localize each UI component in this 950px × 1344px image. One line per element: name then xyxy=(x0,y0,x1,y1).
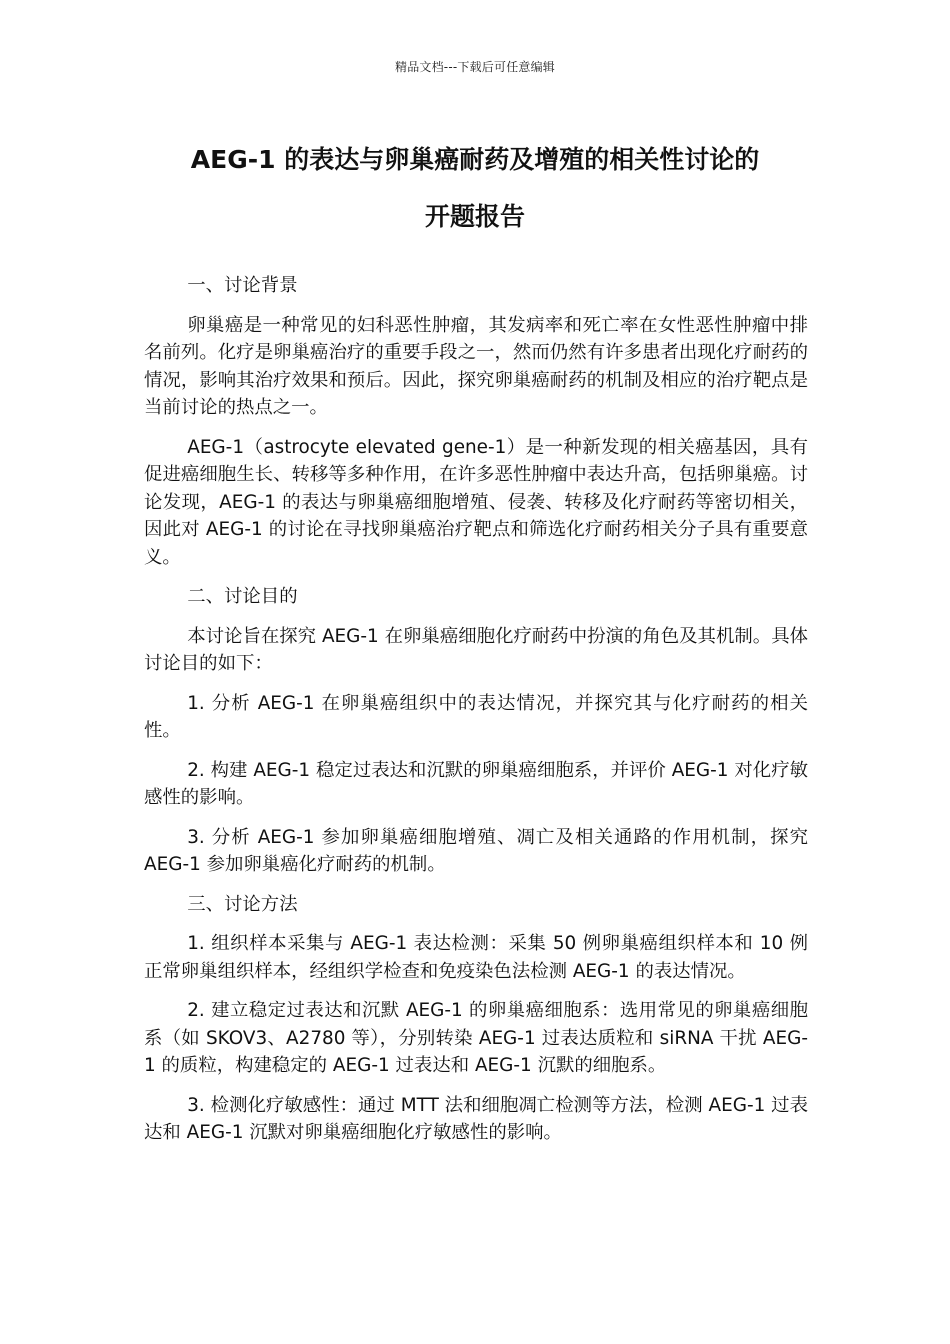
section-heading-methods: 三、讨论方法 xyxy=(187,893,298,915)
background-paragraph-1: 卵巢癌是一种常见的妇科恶性肿瘤，其发病率和死亡率在女性恶性肿瘤中排名前列。化疗是卵巢癌治疗的重要手段之一，然而仍然有许多患者出现化疗耐药的情况，影响其治疗效果和预后。因此，探究卵巢癌耐药的机制及相应的治疗靶点是当前讨论的热点之一。 xyxy=(144,314,808,418)
page-header: 精品文档---下载后可任意编辑 xyxy=(395,60,555,74)
document-body xyxy=(144,272,808,1159)
purpose-item-2: 2. 构建 AEG-1 稳定过表达和沉默的卵巢癌细胞系，并评价 AEG-1 对化疗敏感性的影响。 xyxy=(144,759,808,808)
methods-item-2: 2. 建立稳定过表达和沉默 AEG-1 的卵巢癌细胞系：选用常见的卵巢癌细胞系（如 SKOV3、A2780 等），分别转染 AEG-1 过表达质粒和 siRNA 干扰 AEG-1 的质粒，构建稳定的 AEG-1 过表达和 AEG-1 沉默的细胞系。 xyxy=(144,1000,808,1076)
title-line-2: 开题报告 xyxy=(424,202,525,231)
background-paragraph-2: AEG-1（astrocyte elevated gene-1）是一种新发现的相关癌基因，具有促进癌细胞生长、转移等多种作用，在许多恶性肿瘤中表达升高，包括卵巢癌。讨论发现，AEG-1 的表达与卵巢癌细胞增殖、侵袭、转移及化疗耐药等密切相关，因此对 AEG-1 的讨论在寻找卵巢癌治疗靶点和筛选化疗耐药相关分子具有重要意义。 xyxy=(144,436,808,568)
section-heading-background: 一、讨论背景 xyxy=(187,275,298,296)
methods-item-3: 3. 检测化疗敏感性：通过 MTT 法和细胞凋亡检测等方法，检测 AEG-1 过表达和 AEG-1 沉默对卵巢癌细胞化疗敏感性的影响。 xyxy=(144,1094,808,1143)
purpose-item-1: 1. 分析 AEG-1 在卵巢癌组织中的表达情况，并探究其与化疗耐药的相关性。 xyxy=(144,692,808,741)
methods-item-1: 1. 组织样本采集与 AEG-1 表达检测：采集 50 例卵巢癌组织样本和 10 例正常卵巢组织样本，经组织学检查和免疫染色法检测 AEG-1 的表达情况。 xyxy=(144,933,808,982)
purpose-item-3: 3. 分析 AEG-1 参加卵巢癌细胞增殖、凋亡及相关通路的作用机制，探究 AEG-1 参加卵巢癌化疗耐药的机制。 xyxy=(144,826,808,875)
title-line-1: AEG-1 的表达与卵巢癌耐药及增殖的相关性讨论的 xyxy=(190,145,760,174)
purpose-intro: 本讨论旨在探究 AEG-1 在卵巢癌细胞化疗耐药中扮演的角色及其机制。具体讨论目的如下： xyxy=(144,625,808,674)
section-heading-purpose: 二、讨论目的 xyxy=(187,586,298,607)
